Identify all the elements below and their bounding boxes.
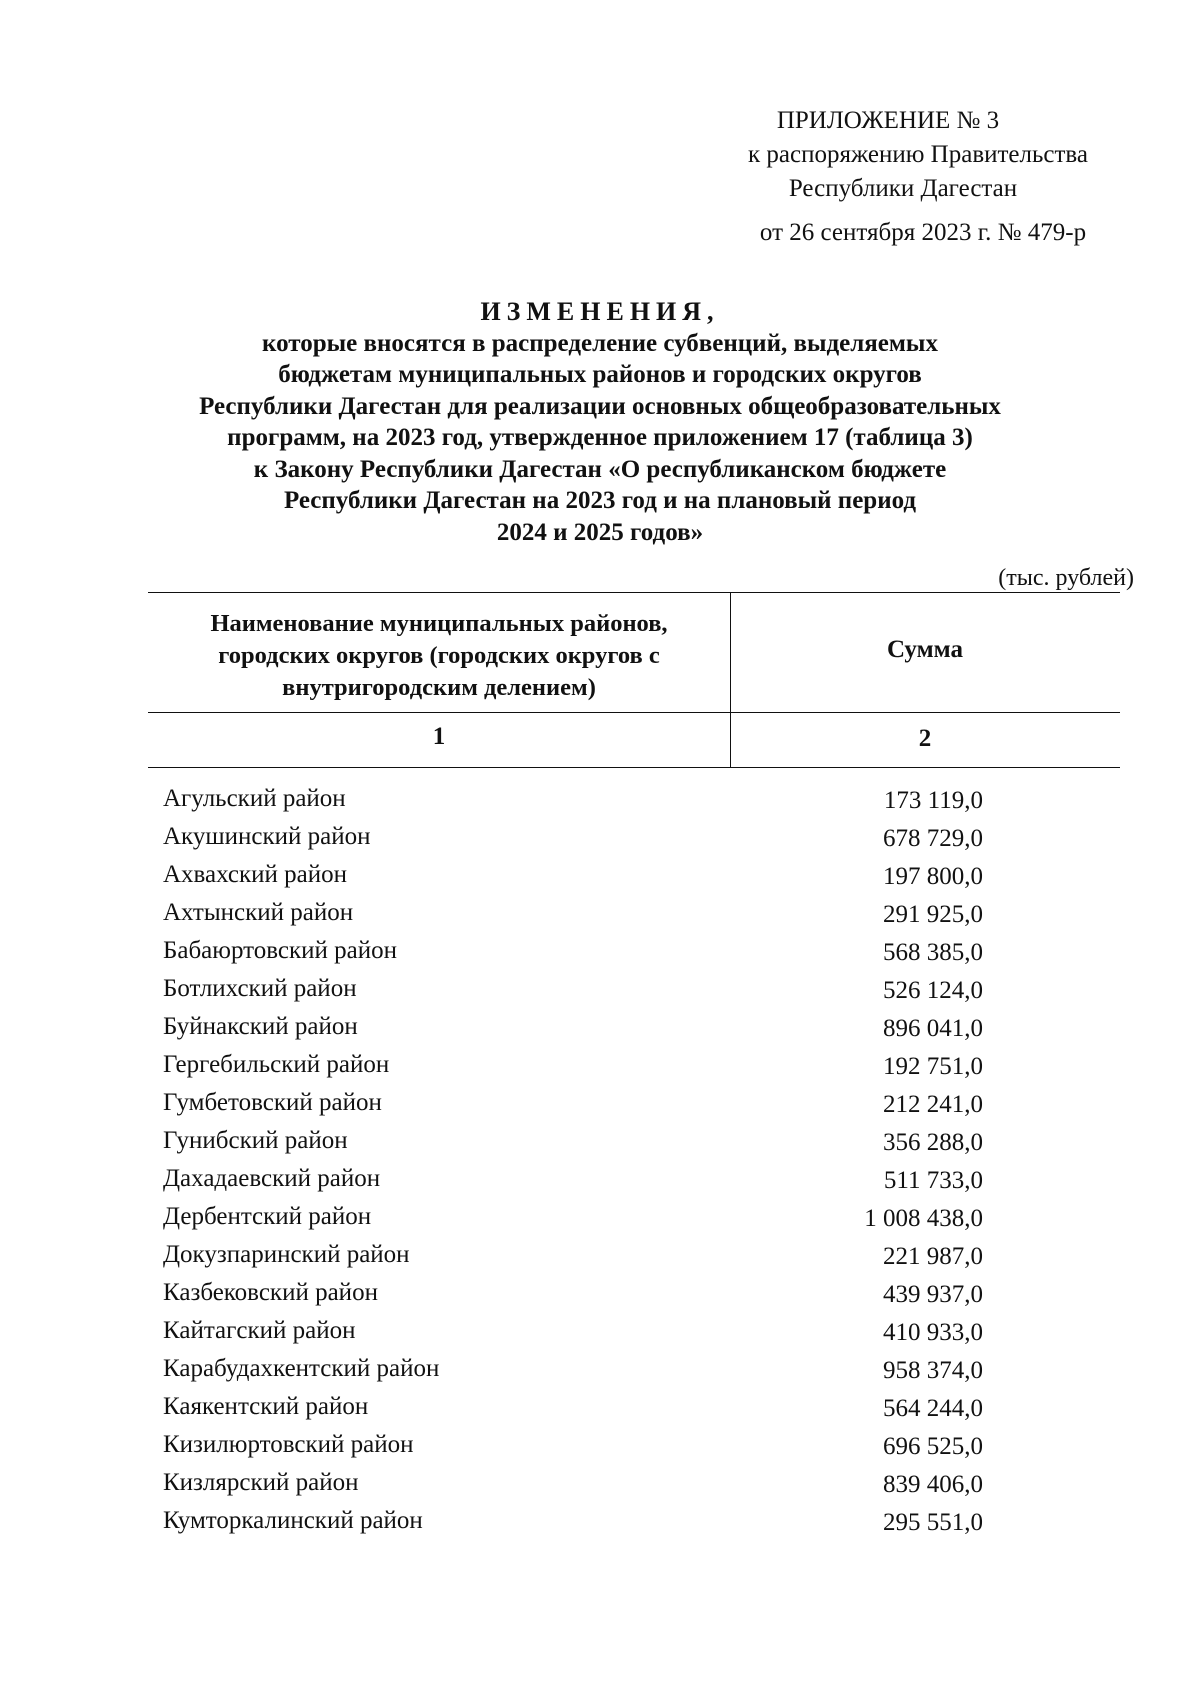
district-amount: 896 041,0 — [883, 1015, 983, 1042]
district-name: Буйнакский район — [163, 1013, 358, 1040]
district-amount: 212 241,0 — [883, 1091, 983, 1118]
table-body — [163, 780, 1013, 1540]
table-row — [163, 1236, 1013, 1274]
table-row — [163, 1426, 1013, 1464]
title-line: 2024 и 2025 годов» — [496, 518, 704, 546]
title-line: бюджетам муниципальных районов и городских округов — [278, 361, 922, 388]
district-amount-cell — [773, 1162, 1013, 1200]
district-amount: 511 733,0 — [883, 1167, 983, 1194]
district-amount: 678 729,0 — [883, 825, 983, 852]
table-row — [163, 1350, 1013, 1388]
table-row — [163, 1464, 1013, 1502]
district-amount: 958 374,0 — [883, 1357, 983, 1384]
district-name: Кизлярский район — [163, 1469, 359, 1496]
table-row — [163, 856, 1013, 894]
header-name-column — [148, 608, 730, 704]
district-amount: 221 987,0 — [883, 1243, 983, 1270]
table-row — [163, 1312, 1013, 1350]
district-amount: 410 933,0 — [883, 1319, 983, 1346]
table-row — [163, 780, 1013, 818]
column-number-2: 2 — [918, 725, 932, 752]
district-amount-cell — [773, 1504, 1013, 1542]
district-amount-cell — [773, 1200, 1013, 1238]
units-label: (тыс. рублей) — [998, 565, 1134, 591]
district-amount: 696 525,0 — [883, 1433, 983, 1460]
district-name: Гумбетовский район — [163, 1089, 382, 1116]
district-amount-cell — [773, 1352, 1013, 1390]
header-middle-rule — [148, 712, 1120, 713]
district-name: Гунибский район — [163, 1127, 348, 1154]
district-name: Кумторкалинский район — [163, 1507, 423, 1534]
district-name: Агульский район — [163, 785, 346, 812]
annex-block — [680, 104, 1100, 250]
district-amount-cell — [773, 1048, 1013, 1086]
district-amount-cell — [773, 1124, 1013, 1162]
header-top-rule — [148, 592, 1120, 593]
header-name-line: внутригородским делением) — [282, 674, 596, 701]
district-amount-cell — [773, 1276, 1013, 1314]
district-amount-cell — [773, 782, 1013, 820]
district-amount: 439 937,0 — [883, 1281, 983, 1308]
district-amount: 568 385,0 — [883, 939, 983, 966]
district-amount: 356 288,0 — [883, 1129, 983, 1156]
district-amount-cell — [773, 934, 1013, 972]
district-amount-cell — [773, 820, 1013, 858]
district-name: Кизилюртовский район — [163, 1431, 414, 1458]
annex-to-order: к распоряжению Правительства — [747, 141, 1088, 168]
district-name: Карабудахкентский район — [163, 1355, 440, 1382]
table-row — [163, 894, 1013, 932]
district-amount: 291 925,0 — [883, 901, 983, 928]
title-line: программ, на 2023 год, утвержденное приложением 17 (таблица 3) — [227, 424, 973, 451]
district-name: Ботлихский район — [163, 975, 357, 1002]
district-name: Дербентский район — [163, 1203, 372, 1230]
district-name: Казбековский район — [163, 1279, 378, 1306]
district-amount: 192 751,0 — [883, 1053, 983, 1080]
annex-date: от 26 сентября 2023 г. № 479-р — [759, 219, 1087, 246]
header-name-line: городских округов (городских округов с — [218, 642, 660, 669]
district-name: Дахадаевский район — [163, 1165, 381, 1192]
table-row — [163, 1160, 1013, 1198]
title-heading: ИЗМЕНЕНИЯ, — [480, 297, 720, 326]
district-name: Докузпаринский район — [163, 1241, 410, 1268]
district-amount: 173 119,0 — [883, 787, 983, 814]
district-amount: 526 124,0 — [883, 977, 983, 1004]
table-row — [163, 1046, 1013, 1084]
table-row — [163, 818, 1013, 856]
district-amount-cell — [773, 896, 1013, 934]
document-title — [160, 296, 1040, 548]
district-name: Каякентский район — [163, 1393, 369, 1420]
table-row — [163, 1502, 1013, 1540]
district-amount-cell — [773, 858, 1013, 896]
title-line: к Закону Республики Дагестан «О республиканском бюджете — [253, 455, 947, 483]
district-amount-cell — [773, 1390, 1013, 1428]
district-name: Ахтынский район — [163, 899, 354, 926]
title-line: Республики Дагестан для реализации основных общеобразовательных — [199, 392, 1001, 420]
table-row — [163, 1084, 1013, 1122]
district-amount: 839 406,0 — [883, 1471, 983, 1498]
header-bottom-rule — [148, 767, 1120, 768]
table-row — [163, 1198, 1013, 1236]
district-name: Акушинский район — [163, 823, 371, 850]
annex-number: ПРИЛОЖЕНИЕ № 3 — [776, 107, 1000, 134]
district-name: Ахвахский район — [163, 861, 348, 888]
district-amount: 1 008 438,0 — [864, 1205, 983, 1232]
header-name-line: Наименование муниципальных районов, — [210, 610, 668, 637]
district-amount-cell — [773, 1086, 1013, 1124]
table-row — [163, 970, 1013, 1008]
header-amount-column: Сумма — [887, 636, 963, 663]
annex-republic: Республики Дагестан — [788, 175, 1018, 202]
district-amount-cell — [773, 1010, 1013, 1048]
district-name: Гергебильский район — [163, 1051, 390, 1078]
district-amount-cell — [773, 972, 1013, 1010]
table-row — [163, 1122, 1013, 1160]
district-name: Бабаюртовский район — [163, 937, 397, 964]
district-amount-cell — [773, 1466, 1013, 1504]
title-line: Республики Дагестан на 2023 год и на плановый период — [283, 487, 917, 514]
district-amount-cell — [773, 1238, 1013, 1276]
table-row — [163, 1388, 1013, 1426]
district-amount: 295 551,0 — [883, 1509, 983, 1536]
title-line: которые вносятся в распределение субвенций, выделяемых — [262, 329, 938, 357]
district-amount-cell — [773, 1314, 1013, 1352]
district-amount-cell — [773, 1428, 1013, 1466]
table-row — [163, 1274, 1013, 1312]
column-number-1: 1 — [432, 723, 446, 750]
district-name: Кайтагский район — [163, 1317, 356, 1344]
table-row — [163, 932, 1013, 970]
table-row — [163, 1008, 1013, 1046]
district-amount: 197 800,0 — [883, 863, 983, 890]
district-amount: 564 244,0 — [883, 1395, 983, 1422]
